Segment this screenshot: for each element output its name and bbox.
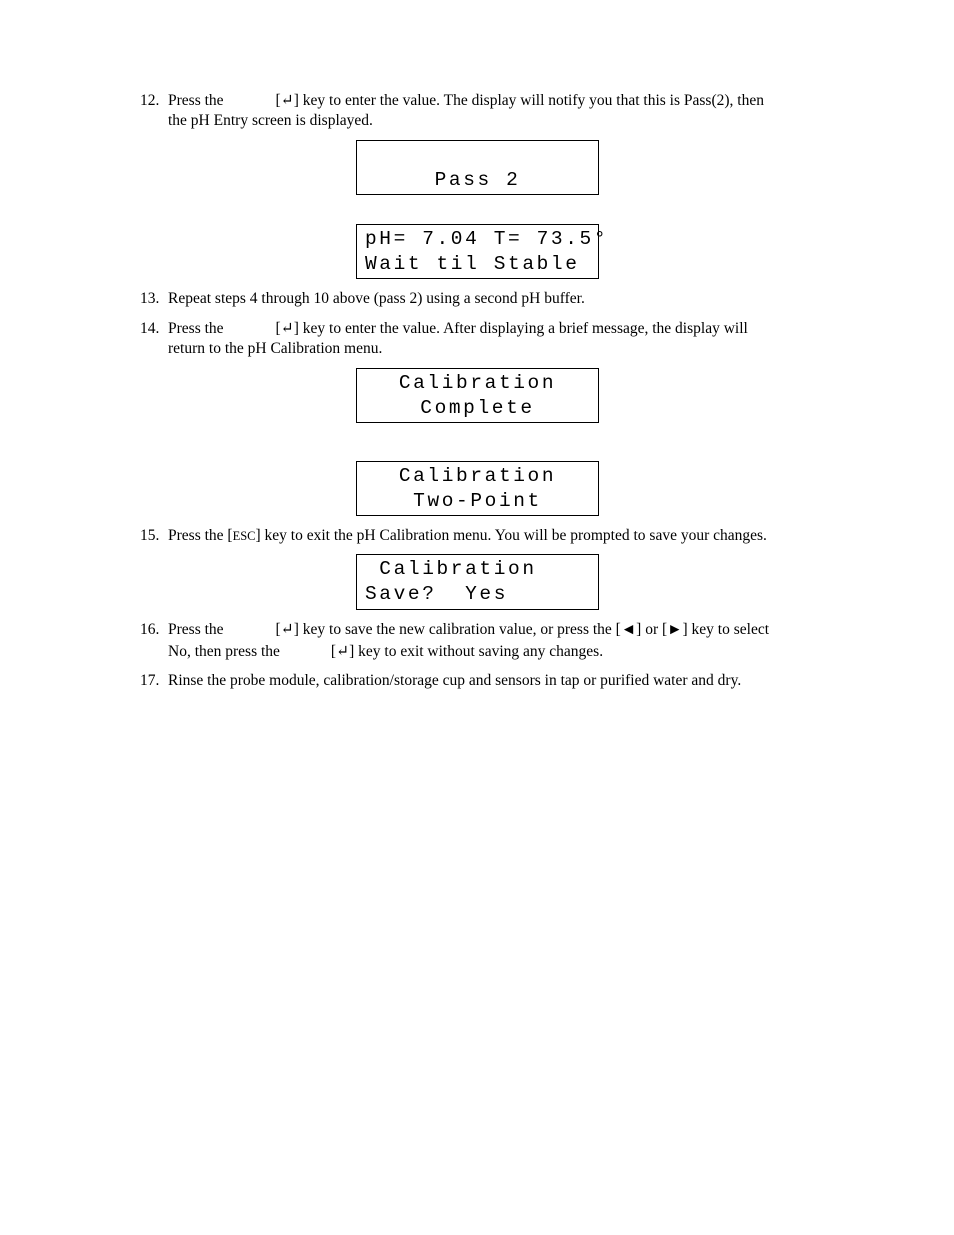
lcd-line-2: Wait til Stable: [365, 253, 580, 275]
lcd-display-calibration-complete: [356, 368, 599, 423]
bracket-text: [: [275, 92, 281, 109]
step-text: ] key to enter the value. After displaying a brief message, the display will: [293, 320, 748, 337]
step-number: 14.: [140, 320, 160, 337]
lcd-line-1: Calibration: [398, 465, 557, 487]
bracket-text: [: [330, 643, 337, 660]
right-arrow-icon: ►: [667, 621, 683, 638]
step-text: Press the [: [168, 527, 233, 544]
step-text: ] key to select: [682, 621, 770, 638]
step-14-text-line1: [168, 319, 748, 339]
lcd-display-calibration-save: [356, 554, 599, 610]
step-text: No, then press the: [168, 643, 280, 660]
step-text: ] key to enter the value. The display will notify you that this is Pass(2), then: [293, 92, 764, 109]
enter-key-icon: ↵: [280, 621, 294, 638]
esc-key-label: ESC: [232, 529, 256, 543]
lcd-display-ph-entry: [356, 224, 609, 279]
lcd-line-2: Save? Yes: [365, 583, 509, 605]
enter-key-icon: ↵: [280, 320, 294, 337]
step-number: 15.: [140, 527, 160, 544]
lcd-line-2: Pass 2: [434, 169, 521, 191]
enter-key-icon: ↵: [336, 643, 350, 660]
lcd-line-2: Complete: [420, 397, 535, 419]
bracket-text: [: [275, 320, 281, 337]
step-16-text-line1: [168, 620, 769, 640]
step-text: ] key to exit without saving any changes.: [349, 643, 604, 660]
step-text: Press the: [168, 621, 224, 638]
lcd-display-pass-2: [356, 140, 599, 195]
step-text: ] or [: [636, 621, 668, 638]
step-17-text: Rinse the probe module, calibration/storage cup and sensors in tap or purified water and dry.: [168, 672, 742, 689]
step-text: Press the: [168, 320, 224, 337]
bracket-text: [: [275, 621, 281, 638]
enter-key-icon: ↵: [280, 92, 294, 109]
step-number: 12.: [140, 92, 160, 109]
step-16-text-line2: [168, 642, 603, 662]
step-12-text-line2: the pH Entry screen is displayed.: [168, 112, 373, 129]
step-13-text: Repeat steps 4 through 10 above (pass 2) using a second pH buffer.: [168, 290, 585, 307]
step-14-text-line2: return to the pH Calibration menu.: [168, 340, 383, 357]
lcd-line-1: Calibration: [365, 558, 537, 580]
lcd-line-1: Calibration: [398, 372, 557, 394]
step-12-text-line1: [168, 91, 764, 111]
step-number: 16.: [140, 621, 160, 638]
lcd-line-2: Two-Point: [413, 490, 542, 512]
step-text: ] key to save the new calibration value, or press the [: [293, 621, 621, 638]
lcd-display-calibration-two-point: [356, 461, 599, 516]
step-text: ] key to exit the pH Calibration menu. You will be prompted to save your changes.: [255, 527, 767, 544]
step-number: 17.: [140, 672, 160, 689]
left-arrow-icon: ◄: [620, 621, 637, 638]
lcd-line-1: pH= 7.04 T= 73.5°: [365, 228, 609, 250]
step-number: 13.: [140, 290, 160, 307]
step-15-text: [168, 526, 767, 546]
step-text: Press the: [168, 92, 224, 109]
